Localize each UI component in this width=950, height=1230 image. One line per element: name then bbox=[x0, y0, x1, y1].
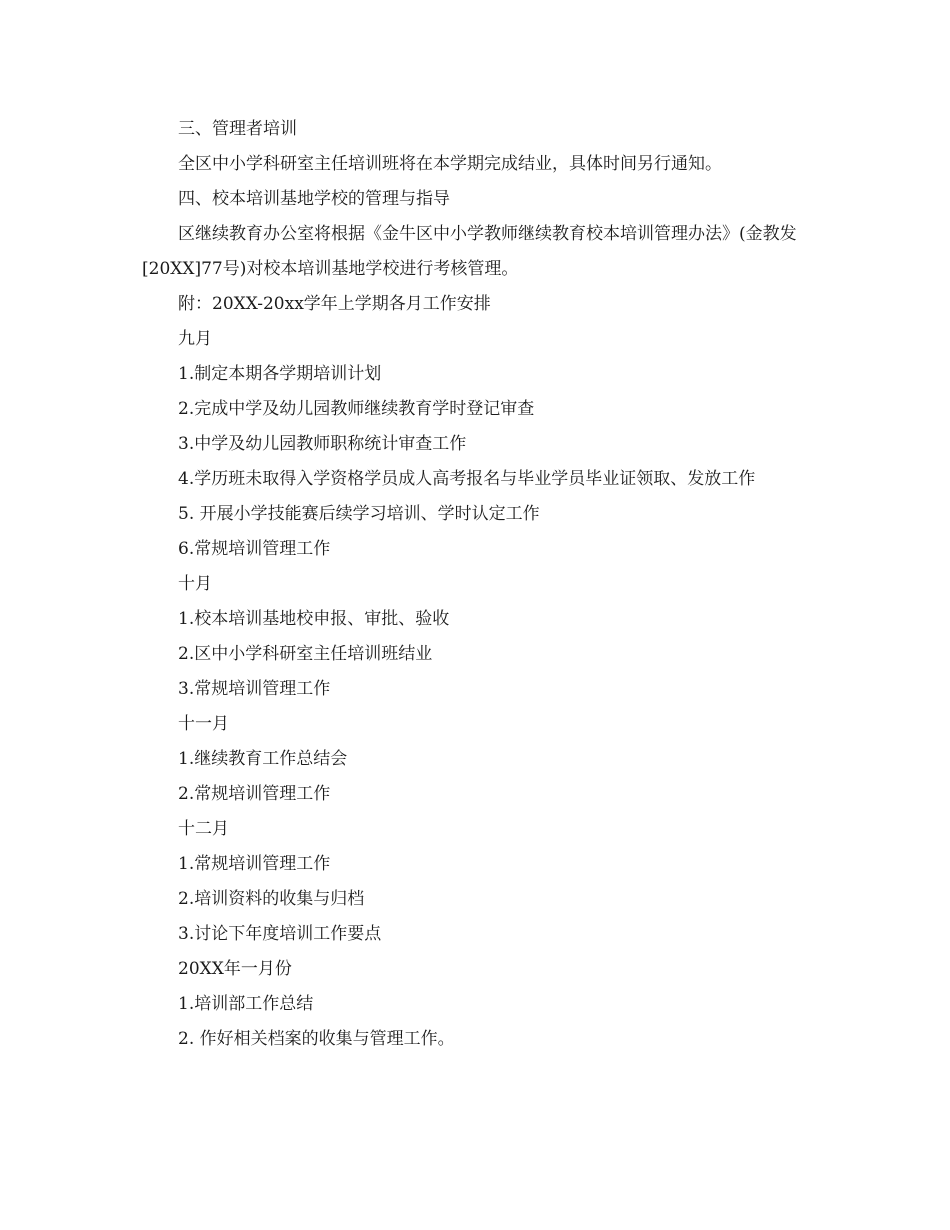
section-heading-management-training: 三、管理者培训 bbox=[178, 119, 297, 139]
list-item: 3.中学及幼儿园教师职称统计审查工作 bbox=[178, 434, 467, 454]
appendix-title: 附：20XX-20xx学年上学期各月工作安排 bbox=[178, 294, 491, 314]
list-item: 1.培训部工作总结 bbox=[178, 994, 314, 1014]
month-heading-january: 20XX年一月份 bbox=[178, 959, 292, 979]
paragraph-assessment: 区继续教育办公室将根据《金牛区中小学教师继续教育校本培训管理办法》(金教发[20XX]77号)对校本培训基地学校进行考核管理。 bbox=[142, 224, 797, 279]
section-heading-school-base-management: 四、校本培训基地学校的管理与指导 bbox=[178, 189, 450, 209]
month-heading-november: 十一月 bbox=[178, 714, 229, 734]
month-heading-december: 十二月 bbox=[178, 819, 229, 839]
list-item: 2.完成中学及幼儿园教师继续教育学时登记审查 bbox=[178, 399, 535, 419]
list-item: 1.校本培训基地校申报、审批、验收 bbox=[178, 609, 450, 629]
list-item: 2.培训资料的收集与归档 bbox=[178, 889, 365, 909]
list-item: 1.制定本期各学期培训计划 bbox=[178, 364, 382, 384]
list-item: 2. 作好相关档案的收集与管理工作。 bbox=[178, 1029, 455, 1049]
document-body bbox=[142, 112, 802, 1057]
list-item: 2.常规培训管理工作 bbox=[178, 784, 331, 804]
month-heading-october: 十月 bbox=[178, 574, 212, 594]
list-item: 3.常规培训管理工作 bbox=[178, 679, 331, 699]
list-item: 1.继续教育工作总结会 bbox=[178, 749, 348, 769]
list-item: 6.常规培训管理工作 bbox=[178, 539, 331, 559]
list-item: 3.讨论下年度培训工作要点 bbox=[178, 924, 382, 944]
month-heading-september: 九月 bbox=[178, 329, 212, 349]
list-item: 2.区中小学科研室主任培训班结业 bbox=[178, 644, 433, 664]
list-item: 5. 开展小学技能赛后续学习培训、学时认定工作 bbox=[178, 504, 540, 524]
paragraph-line: 全区中小学科研室主任培训班将在本学期完成结业，具体时间另行通知。 bbox=[178, 154, 722, 174]
list-item: 4.学历班未取得入学资格学员成人高考报名与毕业学员毕业证领取、发放工作 bbox=[178, 469, 756, 489]
list-item: 1.常规培训管理工作 bbox=[178, 854, 331, 874]
